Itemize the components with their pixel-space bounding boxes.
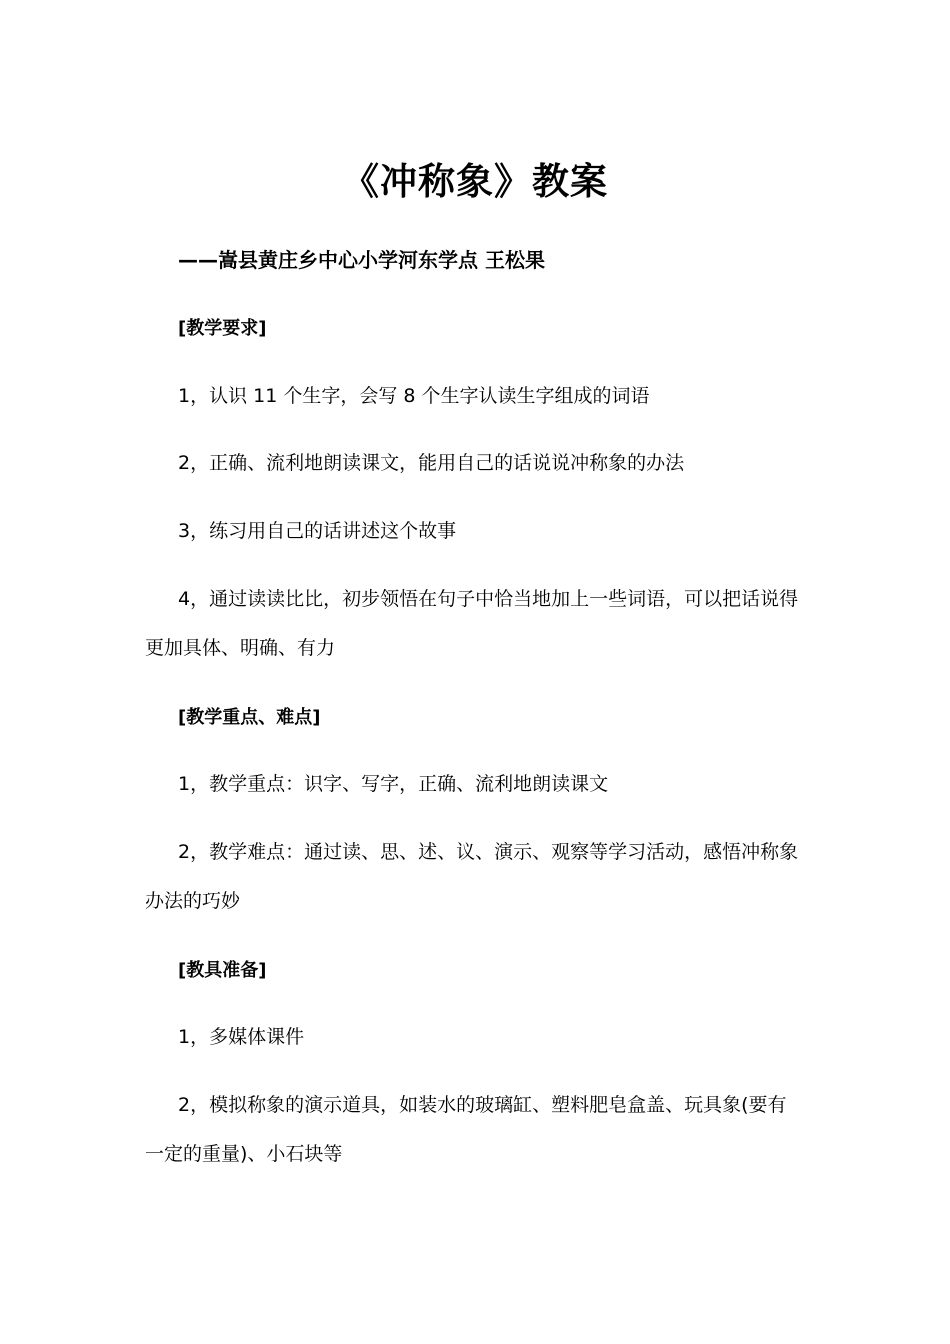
document-title: 《冲称象》教案 (342, 160, 608, 203)
author-line: ——嵩县黄庄乡中心小学河东学点 王松果 (178, 248, 545, 272)
section-heading-key-points: [教学重点、难点] (178, 707, 321, 728)
list-item: 2，教学难点：通过读、思、述、议、演示、观察等学习活动，感悟冲称象办法的巧妙 (145, 841, 799, 912)
list-item: 4，通过读读比比，初步领悟在句子中恰当地加上一些词语，可以把话说得更加具体、明确、有力 (145, 588, 799, 659)
list-item: 2，模拟称象的演示道具，如装水的玻璃缸、塑料肥皂盒盖、玩具象(要有一定的重量)、小石块等 (145, 1094, 787, 1165)
list-item: 3，练习用自己的话讲述这个故事 (178, 520, 457, 542)
list-item: 1，教学重点：识字、写字，正确、流利地朗读课文 (178, 773, 609, 795)
list-item: 1，多媒体课件 (178, 1026, 305, 1048)
section-heading-teaching-aids: [教具准备] (178, 960, 267, 981)
section-heading-teaching-requirements: [教学要求] (178, 318, 267, 339)
list-item: 2，正确、流利地朗读课文，能用自己的话说说冲称象的办法 (178, 452, 685, 474)
list-item: 1，认识 11 个生字，会写 8 个生字认读生字组成的词语 (178, 385, 650, 407)
